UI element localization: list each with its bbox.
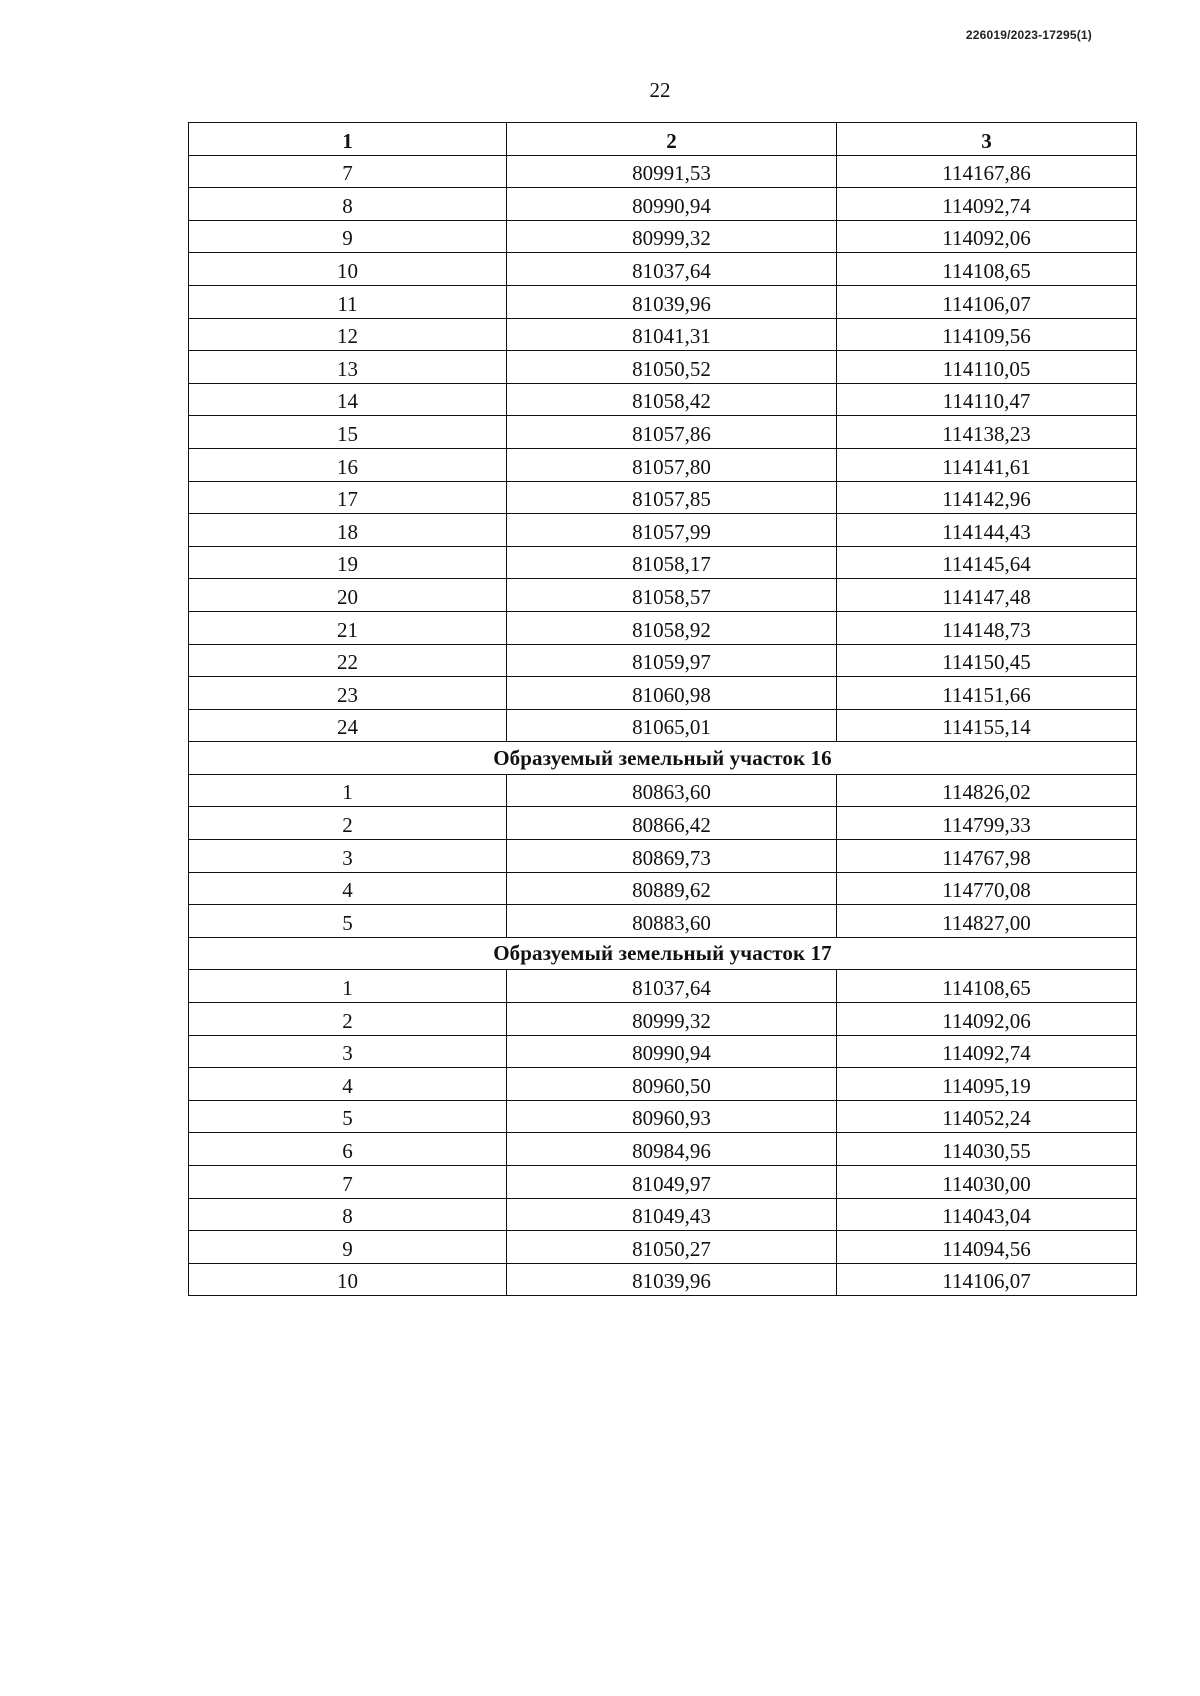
x-coordinate-cell: 81057,80 [507,448,837,481]
point-number-cell: 2 [189,807,507,840]
point-number-cell: 4 [189,1068,507,1101]
point-number-cell: 10 [189,253,507,286]
point-number-cell: 24 [189,709,507,742]
point-number-cell: 3 [189,1035,507,1068]
table-row [189,188,1137,221]
table-row [189,644,1137,677]
table-row [189,285,1137,318]
x-coordinate-cell: 80991,53 [507,155,837,188]
table-row [189,155,1137,188]
x-coordinate-cell: 80863,60 [507,774,837,807]
y-coordinate-cell: 114148,73 [837,611,1137,644]
table-row [189,220,1137,253]
x-coordinate-cell: 81050,52 [507,351,837,384]
y-coordinate-cell: 114767,98 [837,840,1137,873]
table-row [189,481,1137,514]
point-number-cell: 15 [189,416,507,449]
table-row [189,872,1137,905]
x-coordinate-cell: 80960,50 [507,1068,837,1101]
x-coordinate-cell: 81039,96 [507,285,837,318]
document-id: 226019/2023-17295(1) [965,28,1092,42]
point-number-cell: 2 [189,1003,507,1036]
table-row [189,677,1137,710]
table-row [189,253,1137,286]
y-coordinate-cell: 114052,24 [837,1100,1137,1133]
x-coordinate-cell: 81037,64 [507,253,837,286]
y-coordinate-cell: 114095,19 [837,1068,1137,1101]
x-coordinate-cell: 81050,27 [507,1231,837,1264]
y-coordinate-cell: 114108,65 [837,253,1137,286]
table-row [189,1133,1137,1166]
column-header: 1 [189,123,507,156]
table-row [189,1166,1137,1199]
x-coordinate-cell: 80990,94 [507,188,837,221]
table-row [189,970,1137,1003]
point-number-cell: 1 [189,970,507,1003]
point-number-cell: 7 [189,155,507,188]
x-coordinate-cell: 81060,98 [507,677,837,710]
point-number-cell: 20 [189,579,507,612]
point-number-cell: 8 [189,188,507,221]
section-title: Образуемый земельный участок 17 [189,937,1137,970]
point-number-cell: 14 [189,383,507,416]
x-coordinate-cell: 80984,96 [507,1133,837,1166]
y-coordinate-cell: 114094,56 [837,1231,1137,1264]
table-row [189,709,1137,742]
y-coordinate-cell: 114092,74 [837,188,1137,221]
x-coordinate-cell: 81039,96 [507,1263,837,1296]
x-coordinate-cell: 81049,97 [507,1166,837,1199]
y-coordinate-cell: 114142,96 [837,481,1137,514]
point-number-cell: 9 [189,1231,507,1264]
x-coordinate-cell: 81058,17 [507,546,837,579]
table-row [189,514,1137,547]
section-header-row [189,937,1137,970]
table-row [189,546,1137,579]
table-row [189,416,1137,449]
x-coordinate-cell: 80869,73 [507,840,837,873]
table-row [189,318,1137,351]
table-row [189,351,1137,384]
y-coordinate-cell: 114110,05 [837,351,1137,384]
x-coordinate-cell: 80866,42 [507,807,837,840]
y-coordinate-cell: 114827,00 [837,905,1137,938]
x-coordinate-cell: 81065,01 [507,709,837,742]
y-coordinate-cell: 114030,55 [837,1133,1137,1166]
table-row [189,905,1137,938]
x-coordinate-cell: 81057,86 [507,416,837,449]
y-coordinate-cell: 114092,74 [837,1035,1137,1068]
coordinates-table [188,122,1137,1296]
table-row [189,448,1137,481]
y-coordinate-cell: 114145,64 [837,546,1137,579]
table-row [189,774,1137,807]
table-row [189,383,1137,416]
point-number-cell: 12 [189,318,507,351]
point-number-cell: 7 [189,1166,507,1199]
point-number-cell: 9 [189,220,507,253]
y-coordinate-cell: 114043,04 [837,1198,1137,1231]
table-header [189,123,1137,156]
table-row [189,1231,1137,1264]
table-row [189,1100,1137,1133]
point-number-cell: 19 [189,546,507,579]
y-coordinate-cell: 114144,43 [837,514,1137,547]
y-coordinate-cell: 114155,14 [837,709,1137,742]
table-row [189,1198,1137,1231]
point-number-cell: 1 [189,774,507,807]
point-number-cell: 6 [189,1133,507,1166]
y-coordinate-cell: 114770,08 [837,872,1137,905]
y-coordinate-cell: 114109,56 [837,318,1137,351]
x-coordinate-cell: 81059,97 [507,644,837,677]
y-coordinate-cell: 114826,02 [837,774,1137,807]
y-coordinate-cell: 114150,45 [837,644,1137,677]
x-coordinate-cell: 80960,93 [507,1100,837,1133]
column-header: 3 [837,123,1137,156]
y-coordinate-cell: 114108,65 [837,970,1137,1003]
y-coordinate-cell: 114106,07 [837,285,1137,318]
point-number-cell: 5 [189,1100,507,1133]
y-coordinate-cell: 114092,06 [837,220,1137,253]
y-coordinate-cell: 114138,23 [837,416,1137,449]
section-title: Образуемый земельный участок 16 [189,742,1137,775]
table-row [189,1068,1137,1101]
point-number-cell: 22 [189,644,507,677]
y-coordinate-cell: 114141,61 [837,448,1137,481]
table-row [189,1003,1137,1036]
table-row [189,611,1137,644]
y-coordinate-cell: 114151,66 [837,677,1137,710]
table-row [189,840,1137,873]
point-number-cell: 11 [189,285,507,318]
point-number-cell: 18 [189,514,507,547]
y-coordinate-cell: 114799,33 [837,807,1137,840]
point-number-cell: 23 [189,677,507,710]
point-number-cell: 10 [189,1263,507,1296]
x-coordinate-cell: 80999,32 [507,220,837,253]
point-number-cell: 4 [189,872,507,905]
point-number-cell: 17 [189,481,507,514]
table-row [189,579,1137,612]
x-coordinate-cell: 80990,94 [507,1035,837,1068]
y-coordinate-cell: 114030,00 [837,1166,1137,1199]
point-number-cell: 5 [189,905,507,938]
header-row [189,123,1137,156]
x-coordinate-cell: 80889,62 [507,872,837,905]
table-row [189,1035,1137,1068]
point-number-cell: 16 [189,448,507,481]
point-number-cell: 8 [189,1198,507,1231]
point-number-cell: 13 [189,351,507,384]
x-coordinate-cell: 81041,31 [507,318,837,351]
page-number: 22 [649,78,671,102]
y-coordinate-cell: 114110,47 [837,383,1137,416]
y-coordinate-cell: 114147,48 [837,579,1137,612]
x-coordinate-cell: 81057,99 [507,514,837,547]
section-header-row [189,742,1137,775]
x-coordinate-cell: 81058,57 [507,579,837,612]
x-coordinate-cell: 81057,85 [507,481,837,514]
x-coordinate-cell: 81058,92 [507,611,837,644]
y-coordinate-cell: 114167,86 [837,155,1137,188]
column-header: 2 [507,123,837,156]
x-coordinate-cell: 81049,43 [507,1198,837,1231]
x-coordinate-cell: 80883,60 [507,905,837,938]
table-body [189,155,1137,1296]
x-coordinate-cell: 81058,42 [507,383,837,416]
table-row [189,1263,1137,1296]
x-coordinate-cell: 80999,32 [507,1003,837,1036]
point-number-cell: 3 [189,840,507,873]
y-coordinate-cell: 114106,07 [837,1263,1137,1296]
point-number-cell: 21 [189,611,507,644]
table-row [189,807,1137,840]
y-coordinate-cell: 114092,06 [837,1003,1137,1036]
x-coordinate-cell: 81037,64 [507,970,837,1003]
